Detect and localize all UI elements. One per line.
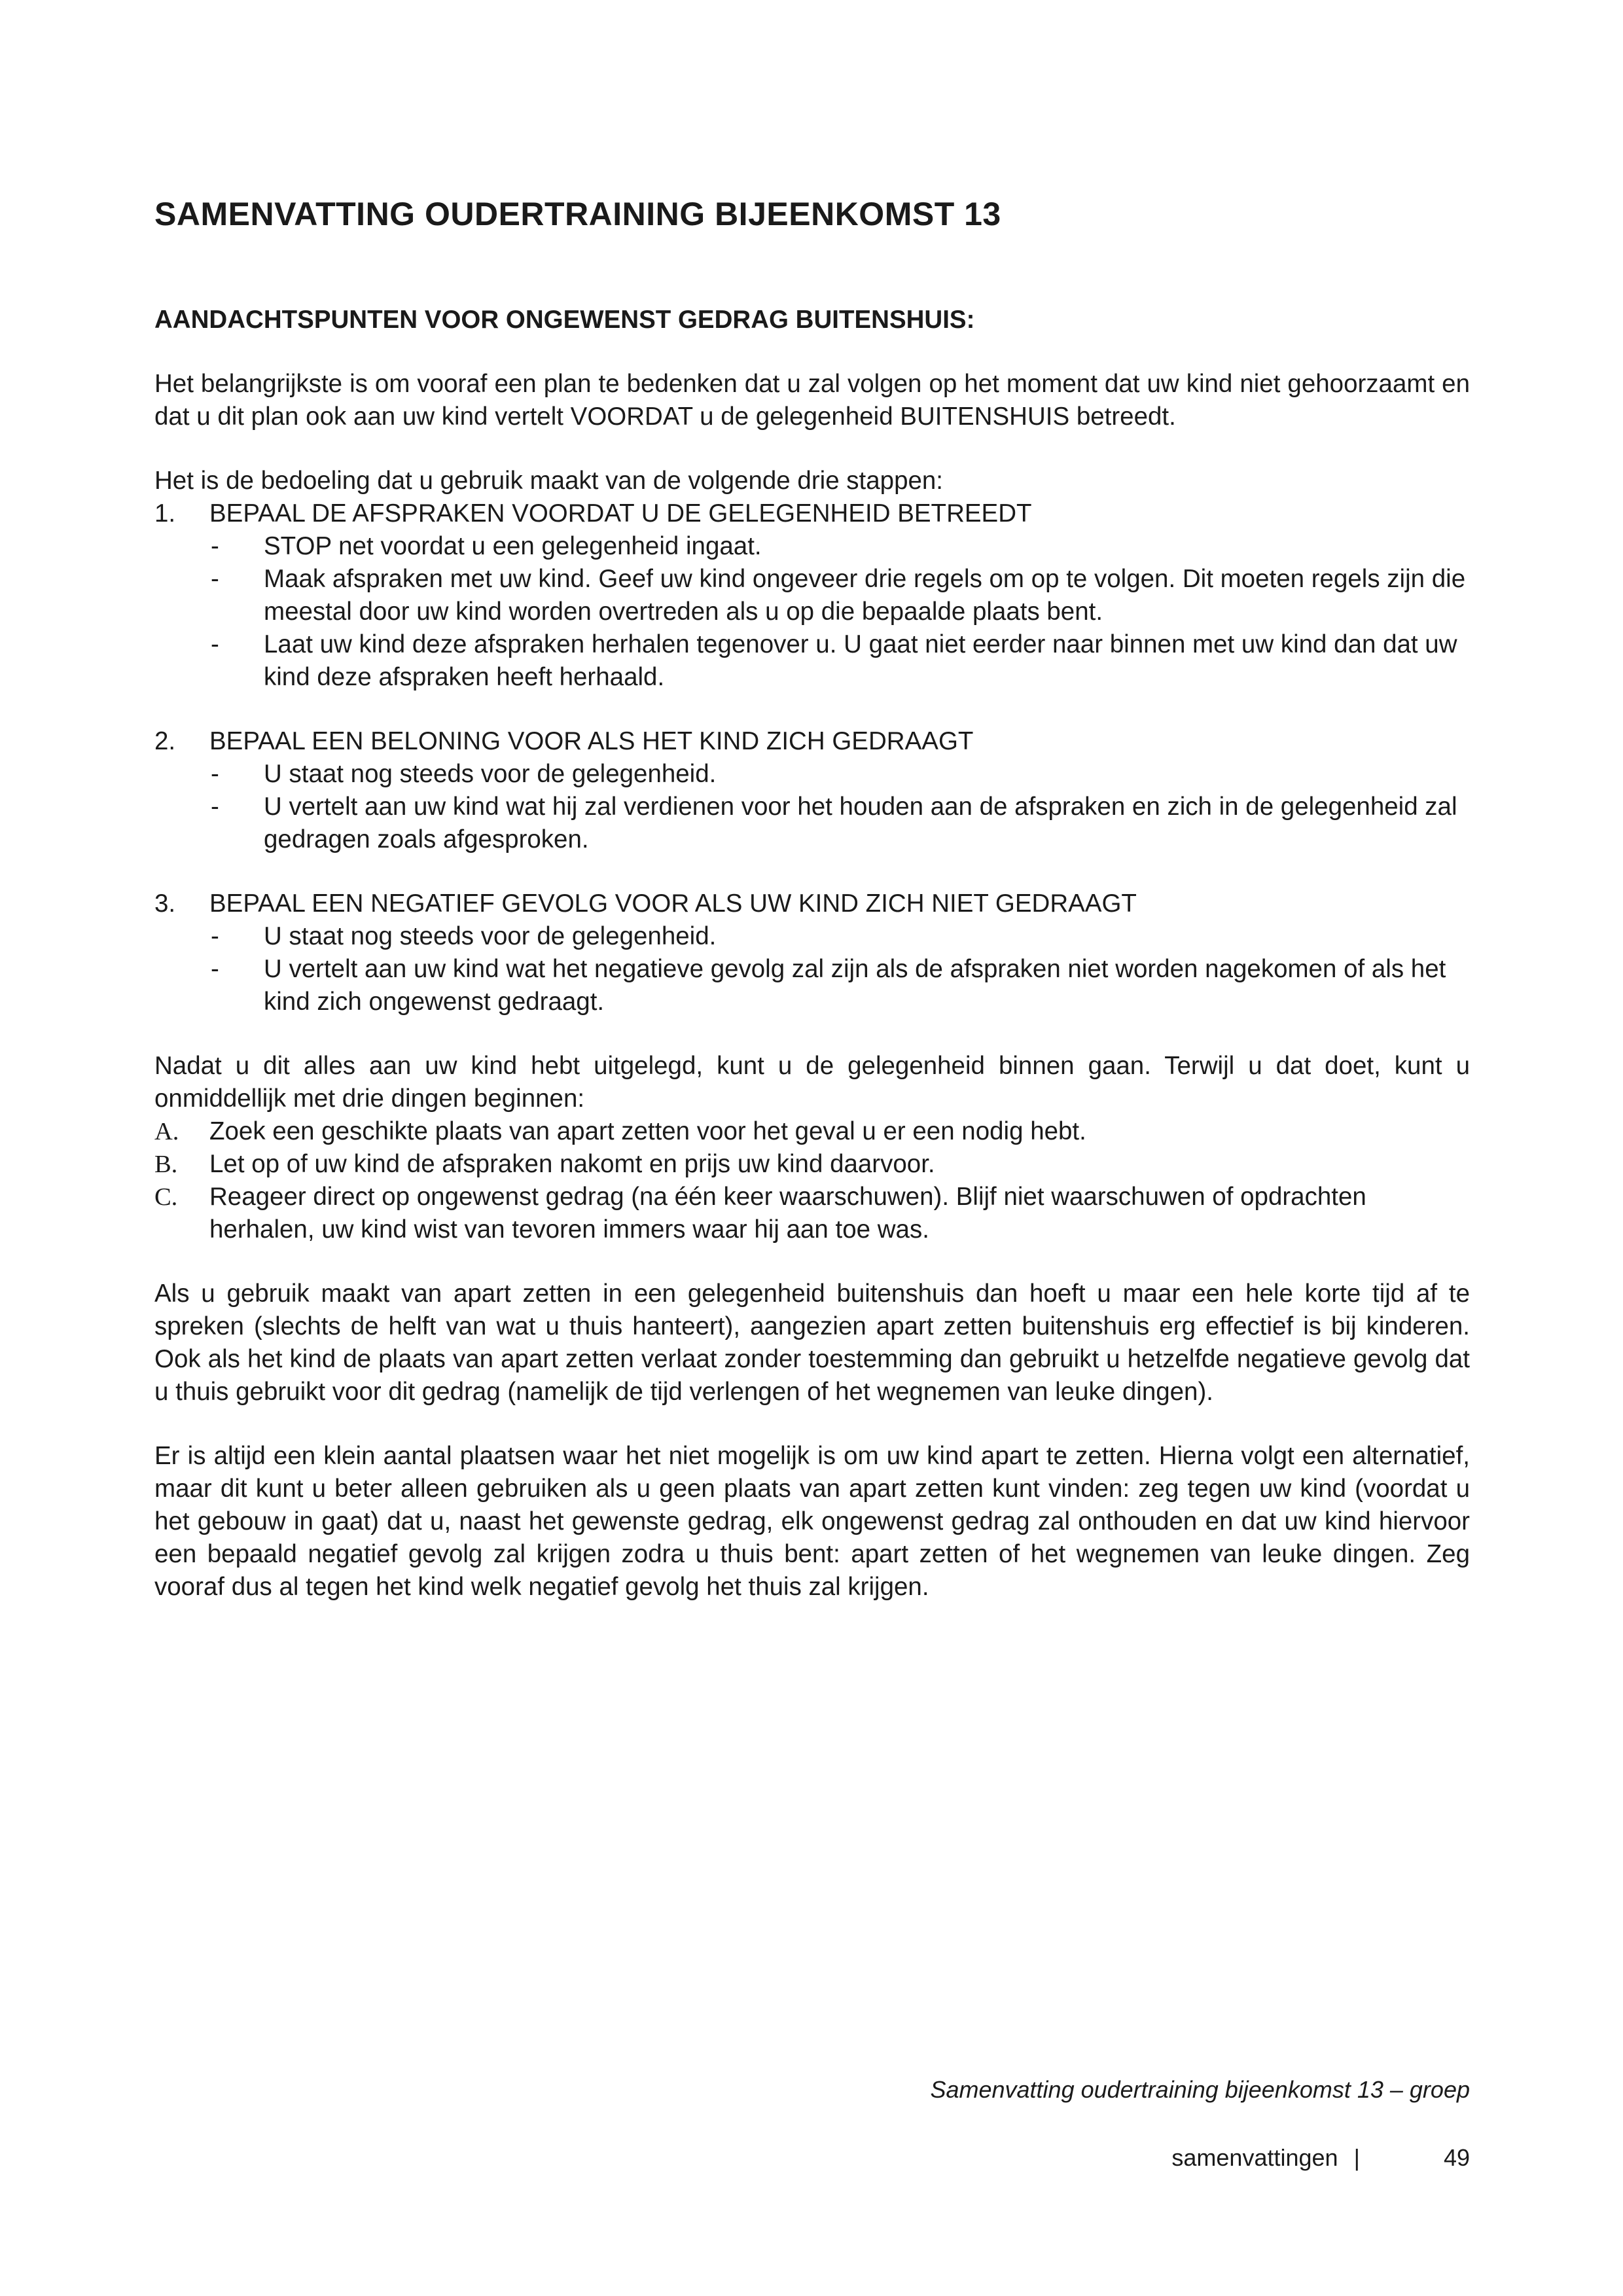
bullet-dash: - (211, 532, 219, 560)
item-text: Zoek een geschikte plaats van apart zetten voor het geval u er een nodig hebt. (209, 1117, 1086, 1145)
intro-paragraph: Het belangrijkste is om vooraf een plan te bedenken dat u zal volgen op het moment dat uw kind niet gehoorzaamt en dat u dit plan ook aan uw kind vertelt VOORDAT u de gelegenheid BUITENSHUIS betreedt. (154, 370, 1470, 431)
page-title: SAMENVATTING OUDERTRAINING BIJEENKOMST 13 (154, 196, 1001, 232)
list-item (154, 563, 1470, 628)
lettered-item-b (154, 1148, 1470, 1181)
list-item-text: U vertelt aan uw kind wat hij zal verdienen voor het houden aan de afspraken en zich in de gelegenheid zal gedragen zoals afgesproken. (264, 793, 1457, 853)
list-item (154, 791, 1470, 856)
list-item-text: STOP net voordat u een gelegenheid ingaat. (264, 532, 762, 560)
bullet-dash: - (211, 565, 219, 593)
footer-separator: | (1353, 2144, 1360, 2171)
alternatief-paragraph: Er is altijd een klein aantal plaatsen waar het niet mogelijk is om uw kind apart te zetten. Hierna volgt een alternatief, maar dit kunt u beter alleen gebruiken als u geen plaats van apart zetten kunt vinden: zeg tegen uw kind (voordat u het gebouw in gaat) dat u, naast het gewenste gedrag, elk ongewenst gedrag zal onthouden en dat uw kind hiervoor een bepaald negatief gevolg zal krijgen zodra u thuis bent: apart zetten of het wegnemen van leuke dingen. Zeg vooraf dus al tegen het kind welk negatief gevolg het thuis zal krijgen. (154, 1442, 1470, 1601)
list-item (154, 758, 1470, 791)
step-2 (154, 725, 1470, 758)
item-text: Reageer direct op ongewenst gedrag (na één keer waarschuwen). Blijf niet waarschuwen of opdrachten herhalen, uw kind wist van tevoren immers waar hij aan toe was. (209, 1183, 1366, 1244)
step-number: 2. (154, 727, 176, 755)
step-number: 3. (154, 889, 176, 918)
list-item-text: Laat uw kind deze afspraken herhalen tegenover u. U gaat niet eerder naar binnen met uw kind dan dat uw kind deze afspraken heeft herhaald. (264, 630, 1457, 691)
step-1 (154, 497, 1470, 530)
step-title: BEPAAL DE AFSPRAKEN VOORDAT U DE GELEGENHEID BETREEDT (209, 499, 1032, 528)
list-item-text: U vertelt aan uw kind wat het negatieve gevolg zal zijn als de afspraken niet worden nagekomen of als het kind zich ongewenst gedraagt. (264, 955, 1446, 1016)
after-intro-paragraph: Nadat u dit alles aan uw kind hebt uitgelegd, kunt u de gelegenheid binnen gaan. Terwijl u dat doet, kunt u onmiddellijk met drie dingen beginnen: (154, 1052, 1470, 1113)
list-item (154, 920, 1470, 953)
lettered-item-c (154, 1181, 1470, 1246)
page-number: 49 (1443, 2144, 1470, 2171)
footer-pagination (1171, 2144, 1470, 2172)
step-3 (154, 888, 1470, 920)
list-item (154, 530, 1470, 563)
bullet-dash: - (211, 630, 219, 658)
list-item-text: U staat nog steeds voor de gelegenheid. (264, 760, 717, 788)
apart-zetten-paragraph: Als u gebruik maakt van apart zetten in een gelegenheid buitenshuis dan hoeft u maar een hele korte tijd af te spreken (slechts de helft van wat u thuis hanteert), aangezien apart zetten buitenshuis erg effectief is bij kinderen. Ook als het kind de plaats van apart zetten verlaat zonder toestemming dan gebruikt u hetzelfde negatieve gevolg dat u thuis gebruikt voor dit gedrag (namelijk de tijd verlengen of het wegnemen van leuke dingen). (154, 1280, 1470, 1406)
step-title: BEPAAL EEN BELONING VOOR ALS HET KIND ZICH GEDRAAGT (209, 727, 974, 755)
steps-intro: Het is de bedoeling dat u gebruik maakt van de volgende drie stappen: (154, 467, 944, 495)
footer-title: Samenvatting oudertraining bijeenkomst 13 – groep (930, 2076, 1470, 2103)
section-heading: AANDACHTSPUNTEN VOOR ONGEWENST GEDRAG BUITENSHUIS: (154, 306, 975, 334)
step-number: 1. (154, 499, 176, 528)
bullet-dash: - (211, 793, 219, 821)
list-item (154, 628, 1470, 694)
list-item (154, 953, 1470, 1018)
item-letter: B. (154, 1151, 178, 1178)
lettered-item-a (154, 1115, 1470, 1148)
bullet-dash: - (211, 922, 219, 950)
footer-section: samenvattingen (1171, 2144, 1338, 2171)
item-text: Let op of uw kind de afspraken nakomt en prijs uw kind daarvoor. (209, 1150, 935, 1178)
item-letter: A. (154, 1118, 179, 1145)
document-body (154, 304, 1470, 1604)
list-item-text: Maak afspraken met uw kind. Geef uw kind ongeveer drie regels om op te volgen. Dit moeten regels zijn die meestal door uw kind worden overtreden als u op die bepaalde plaats bent. (264, 565, 1466, 626)
bullet-dash: - (211, 760, 219, 788)
step-title: BEPAAL EEN NEGATIEF GEVOLG VOOR ALS UW KIND ZICH NIET GEDRAAGT (209, 889, 1137, 918)
list-item-text: U staat nog steeds voor de gelegenheid. (264, 922, 717, 950)
item-letter: C. (154, 1183, 178, 1211)
bullet-dash: - (211, 955, 219, 983)
